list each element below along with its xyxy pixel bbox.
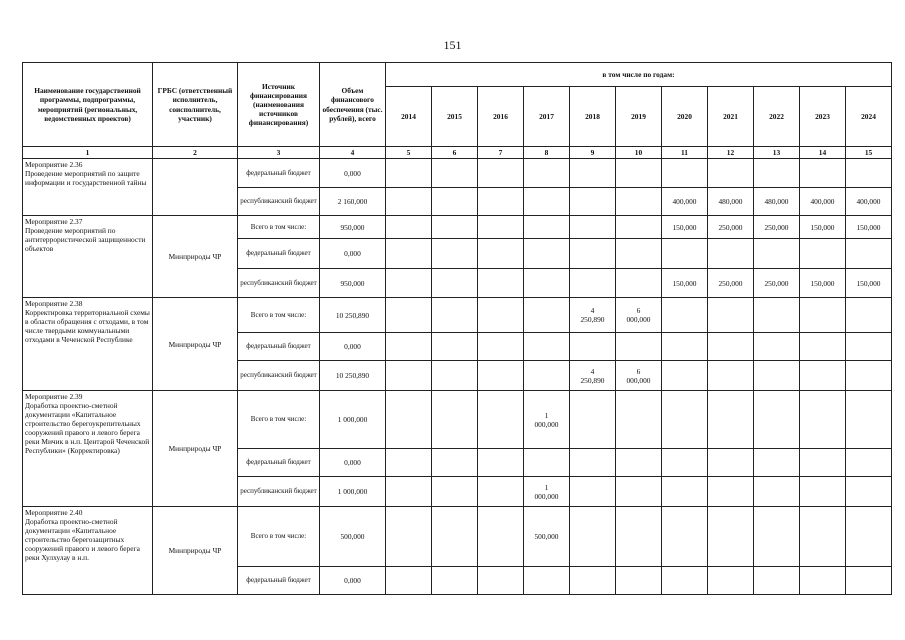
year-header: 2017 bbox=[524, 87, 570, 147]
year-amount bbox=[616, 449, 662, 477]
year-amount bbox=[478, 159, 524, 188]
year-amount bbox=[524, 567, 570, 595]
year-amount bbox=[708, 239, 754, 269]
year-amount bbox=[524, 361, 570, 391]
year-amount bbox=[754, 361, 800, 391]
year-amount bbox=[846, 239, 892, 269]
year-amount bbox=[386, 507, 432, 567]
year-amount bbox=[432, 507, 478, 567]
year-amount bbox=[616, 239, 662, 269]
year-header: 2020 bbox=[662, 87, 708, 147]
year-amount bbox=[800, 391, 846, 449]
year-header: 2023 bbox=[800, 87, 846, 147]
year-amount bbox=[616, 567, 662, 595]
grbs-cell: Минприроды ЧР bbox=[153, 216, 238, 298]
year-amount bbox=[570, 216, 616, 239]
year-amount: 250,000 bbox=[708, 216, 754, 239]
table-row bbox=[23, 216, 892, 239]
total-volume: 10 250,890 bbox=[320, 298, 386, 333]
year-amount bbox=[846, 507, 892, 567]
year-amount bbox=[478, 216, 524, 239]
year-amount bbox=[662, 477, 708, 507]
year-amount bbox=[662, 333, 708, 361]
table-row bbox=[23, 159, 892, 188]
year-amount bbox=[478, 391, 524, 449]
total-volume: 1 000,000 bbox=[320, 477, 386, 507]
year-amount bbox=[754, 507, 800, 567]
measure-name: Мероприятие 2.37 Проведение мероприятий по антитеррористической защищенности объектов bbox=[23, 216, 153, 298]
year-amount bbox=[432, 567, 478, 595]
year-amount bbox=[754, 333, 800, 361]
year-amount bbox=[800, 361, 846, 391]
year-amount bbox=[478, 361, 524, 391]
year-amount bbox=[846, 333, 892, 361]
year-amount bbox=[708, 567, 754, 595]
table-row bbox=[23, 298, 892, 333]
year-amount bbox=[846, 567, 892, 595]
column-number: 2 bbox=[153, 147, 238, 159]
year-amount bbox=[616, 269, 662, 298]
year-amount bbox=[800, 477, 846, 507]
year-amount bbox=[432, 477, 478, 507]
year-header: 2022 bbox=[754, 87, 800, 147]
funding-source: федеральный бюджет bbox=[238, 449, 320, 477]
year-amount bbox=[708, 298, 754, 333]
column-number: 15 bbox=[846, 147, 892, 159]
column-number: 5 bbox=[386, 147, 432, 159]
column-number: 7 bbox=[478, 147, 524, 159]
page-number: 151 bbox=[443, 38, 462, 52]
year-amount bbox=[754, 567, 800, 595]
year-amount bbox=[524, 216, 570, 239]
header-by-years: в том числе по годам: bbox=[386, 63, 892, 87]
year-amount bbox=[846, 449, 892, 477]
year-amount bbox=[386, 361, 432, 391]
year-amount bbox=[754, 477, 800, 507]
year-amount bbox=[754, 449, 800, 477]
year-amount bbox=[800, 239, 846, 269]
year-amount bbox=[616, 333, 662, 361]
total-volume: 0,000 bbox=[320, 333, 386, 361]
year-amount bbox=[570, 188, 616, 216]
year-amount bbox=[524, 333, 570, 361]
column-number: 10 bbox=[616, 147, 662, 159]
year-amount bbox=[478, 333, 524, 361]
column-number: 4 bbox=[320, 147, 386, 159]
column-number: 14 bbox=[800, 147, 846, 159]
table-body bbox=[23, 159, 892, 595]
year-amount bbox=[432, 298, 478, 333]
year-amount bbox=[570, 507, 616, 567]
total-volume: 500,000 bbox=[320, 507, 386, 567]
year-amount bbox=[662, 449, 708, 477]
year-amount bbox=[478, 567, 524, 595]
year-amount bbox=[616, 188, 662, 216]
year-amount: 6 000,000 bbox=[616, 298, 662, 333]
year-amount bbox=[386, 298, 432, 333]
year-amount bbox=[662, 239, 708, 269]
funding-source: республиканский бюджет bbox=[238, 269, 320, 298]
measure-name: Мероприятие 2.38 Корректировка территориальной схемы в области обращения с отходами, в том числе твердыми коммунальными отходами в Чеченской Республике bbox=[23, 298, 153, 391]
table-row bbox=[23, 391, 892, 449]
year-amount: 250,000 bbox=[754, 216, 800, 239]
year-amount bbox=[570, 449, 616, 477]
year-amount bbox=[662, 361, 708, 391]
funding-source: Всего в том числе: bbox=[238, 216, 320, 239]
column-number: 13 bbox=[754, 147, 800, 159]
year-amount: 4 250,890 bbox=[570, 298, 616, 333]
year-amount bbox=[662, 567, 708, 595]
year-amount: 480,000 bbox=[708, 188, 754, 216]
column-number: 1 bbox=[23, 147, 153, 159]
year-amount bbox=[616, 477, 662, 507]
year-amount bbox=[846, 298, 892, 333]
year-amount: 150,000 bbox=[662, 216, 708, 239]
year-amount bbox=[478, 477, 524, 507]
year-amount bbox=[386, 216, 432, 239]
year-amount bbox=[616, 391, 662, 449]
year-amount: 6 000,000 bbox=[616, 361, 662, 391]
budget-table bbox=[22, 62, 892, 595]
year-amount bbox=[708, 449, 754, 477]
year-amount bbox=[524, 298, 570, 333]
year-amount bbox=[570, 477, 616, 507]
year-header: 2021 bbox=[708, 87, 754, 147]
column-number: 9 bbox=[570, 147, 616, 159]
year-amount bbox=[846, 391, 892, 449]
year-amount: 400,000 bbox=[800, 188, 846, 216]
column-number: 11 bbox=[662, 147, 708, 159]
year-amount bbox=[570, 269, 616, 298]
year-amount bbox=[570, 333, 616, 361]
column-number: 8 bbox=[524, 147, 570, 159]
year-amount bbox=[386, 188, 432, 216]
header-volume: Объем финансового обеспечения (тыс. рублей), всего bbox=[320, 63, 386, 147]
grbs-cell bbox=[153, 159, 238, 216]
year-amount bbox=[432, 216, 478, 239]
year-amount bbox=[708, 159, 754, 188]
total-volume: 0,000 bbox=[320, 239, 386, 269]
year-amount bbox=[708, 391, 754, 449]
measure-name: Мероприятие 2.39 Доработка проектно-сметной документации «Капитальное строительство берегоукрепительных сооружений правого и левого берега реки Мичик в н.п. Центарой Чеченской Республики» (Корректировка) bbox=[23, 391, 153, 507]
year-header: 2024 bbox=[846, 87, 892, 147]
year-amount bbox=[708, 507, 754, 567]
year-amount bbox=[754, 391, 800, 449]
year-header: 2018 bbox=[570, 87, 616, 147]
funding-source: Всего в том числе: bbox=[238, 298, 320, 333]
column-number-row bbox=[23, 147, 892, 159]
header-source: Источник финансирования (наименования источников финансирования) bbox=[238, 63, 320, 147]
year-amount bbox=[800, 159, 846, 188]
year-amount bbox=[846, 477, 892, 507]
year-amount bbox=[478, 449, 524, 477]
column-number: 12 bbox=[708, 147, 754, 159]
year-amount bbox=[708, 333, 754, 361]
grbs-cell: Минприроды ЧР bbox=[153, 391, 238, 507]
year-amount bbox=[386, 567, 432, 595]
year-amount bbox=[478, 269, 524, 298]
year-header: 2015 bbox=[432, 87, 478, 147]
total-volume: 1 000,000 bbox=[320, 391, 386, 449]
measure-name: Мероприятие 2.36 Проведение мероприятий по защите информации и государственной тайны bbox=[23, 159, 153, 216]
year-amount bbox=[524, 449, 570, 477]
funding-source: республиканский бюджет bbox=[238, 477, 320, 507]
year-amount: 400,000 bbox=[662, 188, 708, 216]
year-amount: 150,000 bbox=[800, 269, 846, 298]
year-amount bbox=[478, 507, 524, 567]
header-grbs: ГРБС (ответственный исполнитель, соисполнитель, участник) bbox=[153, 63, 238, 147]
year-amount bbox=[708, 477, 754, 507]
year-amount bbox=[662, 391, 708, 449]
year-amount bbox=[432, 188, 478, 216]
year-amount bbox=[386, 477, 432, 507]
year-amount bbox=[524, 239, 570, 269]
year-amount bbox=[524, 159, 570, 188]
year-amount: 150,000 bbox=[800, 216, 846, 239]
year-amount bbox=[754, 239, 800, 269]
year-amount: 1 000,000 bbox=[524, 391, 570, 449]
year-amount bbox=[570, 567, 616, 595]
year-amount bbox=[432, 239, 478, 269]
year-amount bbox=[524, 188, 570, 216]
year-amount bbox=[570, 391, 616, 449]
measure-name: Мероприятие 2.40 Доработка проектно-сметной документации «Капитальное строительство берегозащитных сооружений правого и левого берега реки Хулхулау в н.п. bbox=[23, 507, 153, 595]
year-amount bbox=[524, 269, 570, 298]
year-amount bbox=[846, 159, 892, 188]
year-amount bbox=[662, 159, 708, 188]
year-amount bbox=[662, 507, 708, 567]
year-header: 2019 bbox=[616, 87, 662, 147]
funding-source: Всего в том числе: bbox=[238, 391, 320, 449]
year-amount: 150,000 bbox=[662, 269, 708, 298]
year-amount bbox=[432, 269, 478, 298]
year-amount bbox=[800, 333, 846, 361]
year-amount bbox=[616, 159, 662, 188]
year-amount bbox=[478, 298, 524, 333]
funding-source: республиканский бюджет bbox=[238, 188, 320, 216]
year-amount bbox=[432, 361, 478, 391]
year-amount: 250,000 bbox=[708, 269, 754, 298]
year-amount: 150,000 bbox=[846, 216, 892, 239]
total-volume: 0,000 bbox=[320, 567, 386, 595]
total-volume: 950,000 bbox=[320, 269, 386, 298]
year-amount: 500,000 bbox=[524, 507, 570, 567]
year-amount bbox=[432, 159, 478, 188]
total-volume: 2 160,000 bbox=[320, 188, 386, 216]
funding-source: федеральный бюджет bbox=[238, 333, 320, 361]
funding-source: федеральный бюджет bbox=[238, 567, 320, 595]
grbs-cell: Минприроды ЧР bbox=[153, 298, 238, 391]
year-amount bbox=[570, 239, 616, 269]
year-amount bbox=[386, 391, 432, 449]
year-amount bbox=[754, 298, 800, 333]
total-volume: 0,000 bbox=[320, 449, 386, 477]
year-amount: 4 250,890 bbox=[570, 361, 616, 391]
year-amount bbox=[570, 159, 616, 188]
total-volume: 0,000 bbox=[320, 159, 386, 188]
table-header bbox=[23, 63, 892, 159]
year-amount bbox=[800, 449, 846, 477]
year-amount bbox=[386, 269, 432, 298]
year-amount bbox=[800, 507, 846, 567]
total-volume: 950,000 bbox=[320, 216, 386, 239]
header-name: Наименование государственной программы, подпрограммы, мероприятий (региональных, ведомственных проектов) bbox=[23, 63, 153, 147]
year-amount bbox=[432, 391, 478, 449]
funding-source: республиканский бюджет bbox=[238, 361, 320, 391]
funding-source: Всего в том числе: bbox=[238, 507, 320, 567]
year-header: 2016 bbox=[478, 87, 524, 147]
year-amount: 1 000,000 bbox=[524, 477, 570, 507]
year-amount bbox=[386, 159, 432, 188]
funding-source: федеральный бюджет bbox=[238, 159, 320, 188]
year-amount: 400,000 bbox=[846, 188, 892, 216]
year-amount bbox=[386, 449, 432, 477]
year-header: 2014 bbox=[386, 87, 432, 147]
year-amount bbox=[386, 239, 432, 269]
year-amount bbox=[478, 188, 524, 216]
year-amount bbox=[846, 361, 892, 391]
year-amount bbox=[616, 507, 662, 567]
year-amount bbox=[662, 298, 708, 333]
year-amount bbox=[386, 333, 432, 361]
grbs-cell: Минприроды ЧР bbox=[153, 507, 238, 595]
year-amount bbox=[708, 361, 754, 391]
year-amount bbox=[432, 333, 478, 361]
total-volume: 10 250,890 bbox=[320, 361, 386, 391]
year-amount bbox=[616, 216, 662, 239]
year-amount bbox=[478, 239, 524, 269]
year-amount bbox=[800, 298, 846, 333]
year-amount bbox=[432, 449, 478, 477]
funding-source: федеральный бюджет bbox=[238, 239, 320, 269]
year-amount: 250,000 bbox=[754, 269, 800, 298]
year-amount bbox=[754, 159, 800, 188]
year-amount bbox=[800, 567, 846, 595]
year-amount: 480,000 bbox=[754, 188, 800, 216]
table-row bbox=[23, 507, 892, 567]
year-amount: 150,000 bbox=[846, 269, 892, 298]
column-number: 3 bbox=[238, 147, 320, 159]
column-number: 6 bbox=[432, 147, 478, 159]
